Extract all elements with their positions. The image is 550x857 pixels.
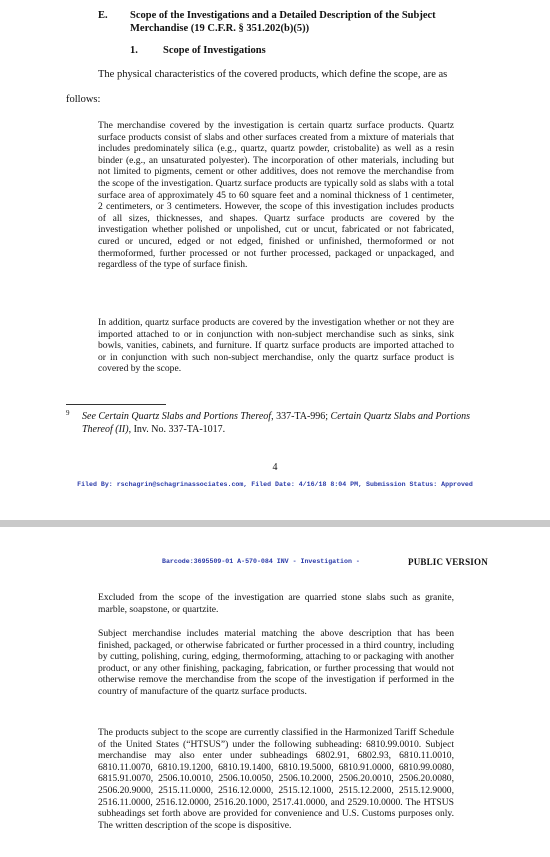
- section-letter: E.: [98, 10, 108, 21]
- htsus-paragraph: The products subject to the scope are currently classified in the Harmonized Tariff Schedule of the United States (“HTSUS”) under the following subheading: 6810.99.0010. Subject merchandise may also enter under subheadings 6802.91, 6802.93, 6810.11.0010, 6810.11.0070, 6810.19.1200, 6810.19.1400, 6810.19.5000, 6810.91.0000, 6810.99.0080, 6815.91.0070, 2506.10.0010, 2506.10.0050, 2506.10.2000, 2506.20.0010, 2506.20.0080, 2506.20.9000, 2515.11.0000, 2516.12.0000, 2515.12.1000, 2515.12.2000, 2515.12.9000, 2516.11.0000, 2516.12.0000, 2516.20.1000, 2517.41.0000, and 2529.10.0000. The HTSUS subheadings set forth above are provided for convenience and U.S. Customs purposes only. The written description of the scope is dispositive.: [98, 727, 454, 831]
- scope-paragraph-2: In addition, quartz surface products are covered by the investigation whether or not they are imported attached to or in conjunction with non-subject merchandise such as sinks, sink bowls, vanities, cabinets, and furniture. If quartz surface products are imported attached to or in conjunction with such non-subject merchandise, only the quartz surface product is covered by the scope.: [98, 317, 454, 375]
- subsection-number: 1.: [130, 45, 138, 56]
- document-page-5: [0, 527, 550, 857]
- footnote-divider: [66, 404, 166, 405]
- public-version-label: PUBLIC VERSION: [408, 557, 488, 567]
- scope-paragraph-1: The merchandise covered by the investigation is certain quartz surface products. Quartz surface products consist of slabs and other surfaces created from a mixture of materials that includes predominately silica (e.g., quartz, quartz powder, cristobalite) as well as a resin binder (e.g., an unsaturated polyester). The incorporation of other materials, including but not limited to pigments, cement or other additives, does not remove the merchandise from the scope of the investigation. Quartz surface products are typically sold as slabs with a total surface area of approximately 45 to 60 square feet and a nominal thickness of 1 centimeter, 2 centimeters, or 3 centimeters. However, the scope of this investigation includes products of all sizes, thicknesses, and shapes. Quartz surface products are covered by the investigation whether polished or unpolished, cut or uncut, fabricated or not fabricated, cured or uncured, edged or not edged, finished or unfinished, thermoformed or not thermoformed, further processed or not further processed, packaged or unpackaged, and regardless of the type of surface finish.: [98, 120, 454, 271]
- barcode-stamp: Barcode:3695509-01 A-570-084 INV - Investigation -: [162, 558, 360, 565]
- footnote-text: [82, 410, 472, 436]
- footnote-citation-mid: , 337-TA-996;: [271, 411, 331, 422]
- page-separator: [0, 520, 550, 527]
- third-country-paragraph: Subject merchandise includes material matching the above description that has been finished, packaged, or otherwise fabricated or further processed in a third country, including by cutting, polishing, curing, edging, thermoforming, attaching to or packaging with another product, or any other finishing, packaging, fabrication, or further processing that would not otherwise remove the merchandise from the scope of the investigation if performed in the country of manufacture of the quartz surface products.: [98, 628, 454, 697]
- page-number: 4: [272, 462, 278, 473]
- exclusion-paragraph: Excluded from the scope of the investigation are quarried stone slabs such as granite, marble, soapstone, or quartzite.: [98, 592, 454, 615]
- section-title: Scope of the Investigations and a Detailed Description of the Subject Merchandise (19 C.F.R. § 351.202(b)(5)): [130, 10, 436, 34]
- intro-text: The physical characteristics of the covered products, which define the scope, are as: [98, 69, 448, 80]
- intro-continuation: follows:: [66, 94, 101, 105]
- filing-stamp: Filed By: rschagrin@schagrinassociates.com, Filed Date: 4/16/18 8:04 PM, Submission Status: Approved: [77, 481, 473, 488]
- footnote-mark: 9: [66, 409, 70, 417]
- footnote-citation-1: See Certain Quartz Slabs and Portions Thereof: [82, 411, 272, 422]
- footnote-citation-2: Certain Quartz Slabs and Portions Thereof (II): [82, 411, 471, 435]
- footnote-citation-tail: , Inv. No. 337-TA-1017.: [128, 424, 226, 435]
- subsection-title: Scope of Investigations: [163, 45, 266, 56]
